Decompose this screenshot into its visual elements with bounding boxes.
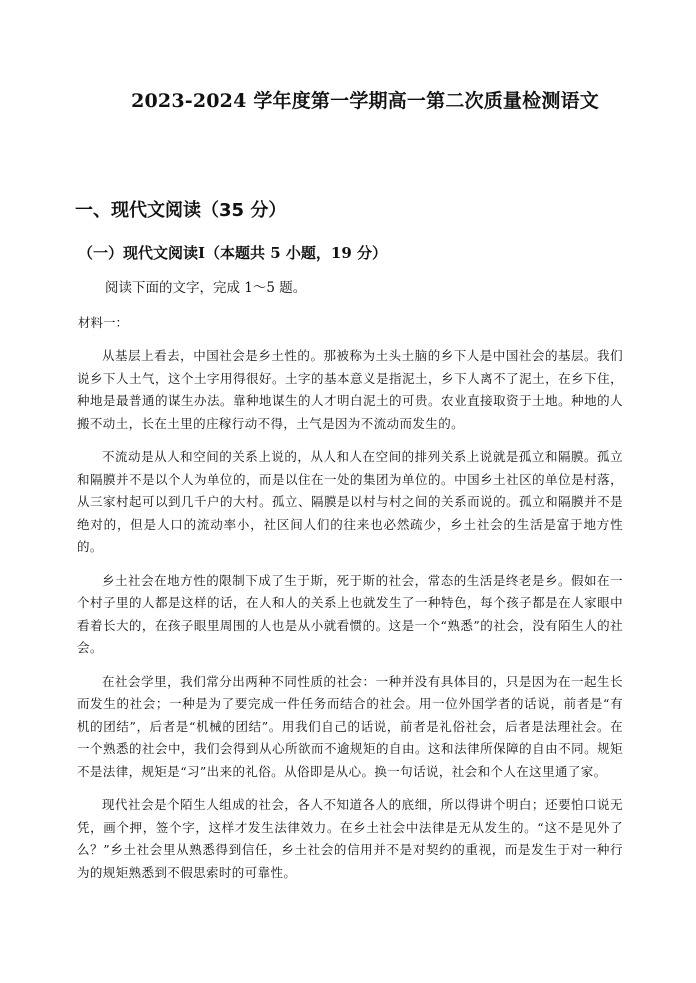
material-label: 材料一： — [78, 315, 129, 330]
reading-instruction: 阅读下面的文字，完成 1～5 题。 — [105, 280, 307, 296]
passage-paragraph-5: 现代社会是个陌生人组成的社会，各人不知道各人的底细，所以得讲个明白；还要怕口说无凭，画个押，签个字，这样才发生法律效力。在乡土社会中法律是无从发生的。“这不是见外了么？”乡土社会里从熟悉得到信任，乡土社会的信用并不是对契约的重视，而是发生于对一种行为的规矩熟悉到不假思索时的可靠性。 — [77, 797, 623, 880]
passage — [77, 345, 623, 895]
subsection-heading: （一）现代文阅读Ⅰ（本题共 5 小题，19 分） — [78, 244, 387, 262]
document-title: 2023-2024 学年度第一学期高一第二次质量检测语文 — [131, 90, 599, 112]
section-heading: 一、现代文阅读（35 分） — [75, 200, 287, 221]
passage-paragraph-2: 不流动是从人和空间的关系上说的，从人和人在空间的排列关系上说就是孤立和隔膜。孤立和隔膜并不是以个人为单位的，而是以住在一处的集团为单位的。中国乡土社区的单位是村落，从三家村起可以到几千户的大村。孤立、隔膜是以村与村之间的关系而说的。孤立和隔膜并不是绝对的，但是人口的流动率小，社区间人们的往来也必然疏少，乡土社会的生活是富于地方性的。 — [77, 449, 623, 554]
passage-paragraph-4: 在社会学里，我们常分出两种不同性质的社会：一种并没有具体目的，只是因为在一起生长而发生的社会；一种是为了要完成一件任务而结合的社会。用一位外国学者的话说，前者是“有机的团结”，后者是“机械的团结”。用我们自己的话说，前者是礼俗社会，后者是法理社会。在一个熟悉的社会中，我们会得到从心所欲而不逾规矩的自由。这和法律所保障的自由不同。规矩不是法律，规矩是“习”出来的礼俗。从俗即是从心。换一句话说，社会和个人在这里通了家。 — [77, 673, 623, 779]
passage-paragraph-1: 从基层上看去，中国社会是乡土性的。那被称为土头土脑的乡下人是中国社会的基层。我们说乡下人土气，这个土字用得很好。土字的基本意义是指泥土，乡下人离不了泥土，在乡下住，种地是最普通的谋生办法。靠种地谋生的人才明白泥土的可贵。农业直接取资于土地。种地的人搬不动土，长在土里的庄稼行动不得，土气是因为不流动而发生的。 — [77, 348, 623, 431]
passage-paragraph-3: 乡土社会在地方性的限制下成了生于斯，死于斯的社会，常态的生活是终老是乡。假如在一个村子里的人都是这样的话，在人和人的关系上也就发生了一种特色，每个孩子都是在人家眼中看着长大的，在孩子眼里周围的人也是从小就看惯的。这是一个“熟悉”的社会，没有陌生人的社会。 — [77, 572, 623, 655]
